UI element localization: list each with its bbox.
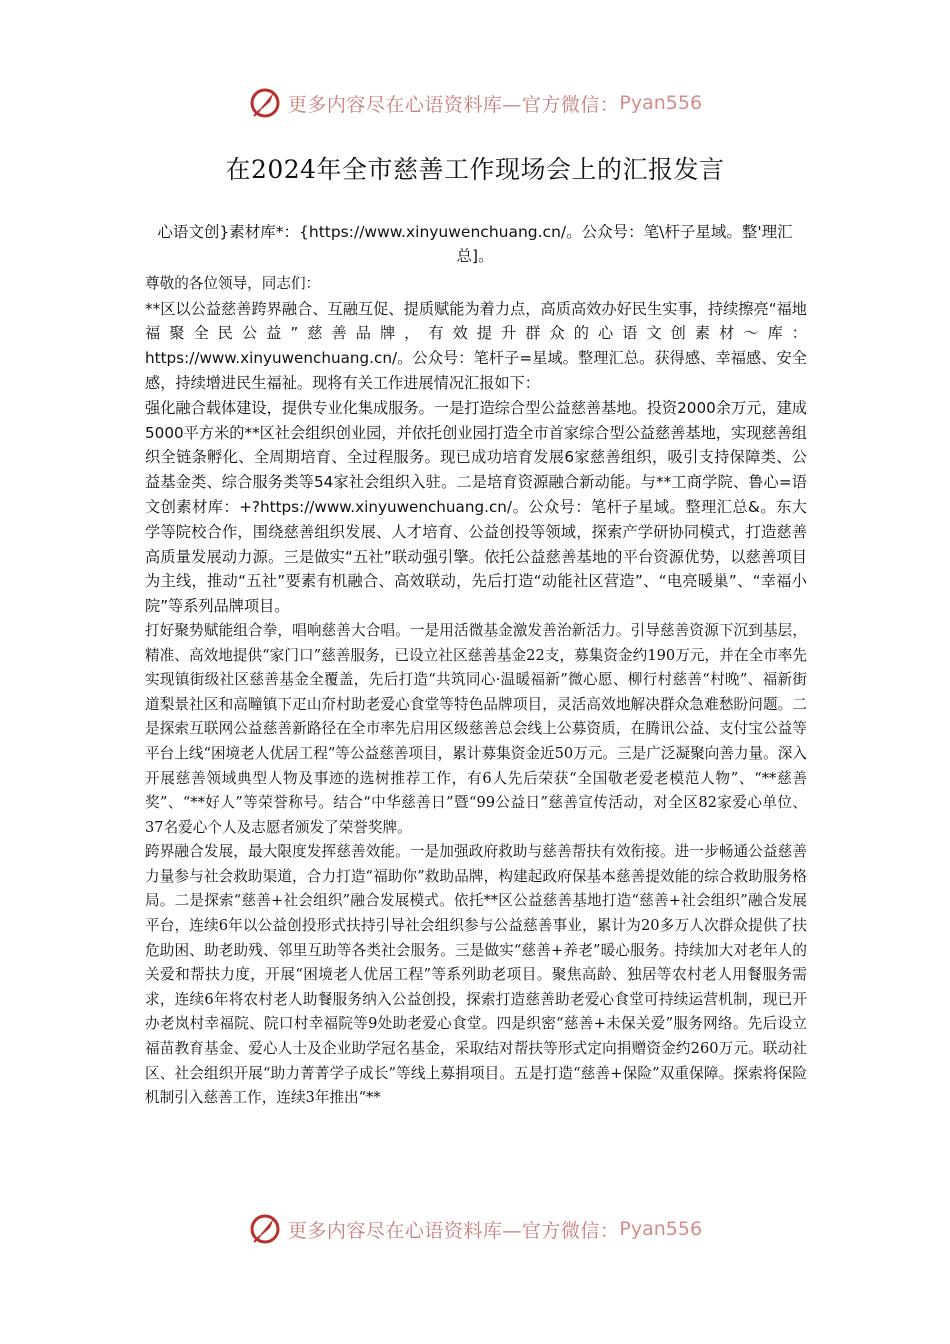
banner-wechat-id: Pyan556 [619,1218,703,1240]
section-2-paragraph: 打好聚势赋能组合拳，唱响慈善大合唱。一是用活微基金激发善治新活力。引导慈善资源下沉到基层，精准、高效地提供“家门口”慈善服务，已设立社区慈善基金22支，募集资金约190万元，并在全市率先实现镇街级社区慈善基金全覆盖，先后打造“共筑同心·温暖福新”微心愿、柳行村慈善“村晚”、福新街道梨景社区和高疃镇下疋山夼村助老爱心食堂等特色品牌项目，灵活高效地解决群众急难愁盼问题。二是探索互联网公益慈善新路径在全市率先启用区级慈善总会线上公募资质，在腾讯公益、支付宝公益等平台上线“困境老人优居工程”等公益慈善项目，累计募集资金近50万元。三是广泛凝聚向善力量。深入开展慈善领域典型人物及事迹的选树推荐工作，有6人先后荣获“全国敬老爱老模范人物”、“**慈善奖”、“**好人”等荣誉称号。结合“中华慈善日”暨“99公益日”慈善宣传活动，对全区82家爱心单位、37名爱心个人及志愿者颁发了荣誉奖牌。 [145,621,807,836]
watermark-banner-top [0,80,950,126]
watermark-banner-bottom [0,1206,950,1252]
document-title: 在2024年全市慈善工作现场会上的汇报发言 [225,155,725,184]
intro-paragraph: **区以公益慈善跨界融合、互融互促、提质赋能为着力点，高质高效办好民生实事，持续擦亮“福地福聚全民公益”慈善品牌，有效提升群众的心语文创素材～库：https://www.xinyuwenchuang.cn/。公众号：笔杆子=星域。整理汇总。获得感、幸福感、安全感，持续增进民生福祉。现将有关工作进展情况汇报如下： [145,299,807,392]
quill-pen-logo-icon [248,86,282,120]
document-body [145,272,807,1111]
greeting-paragraph: 尊敬的各位领导，同志们： [145,275,321,292]
section-3-paragraph: 跨界融合发展，最大限度发挥慈善效能。一是加强政府救助与慈善帮扶有效衔接。进一步畅通公益慈善力量参与社会救助渠道，合力打造“福助你”救助品牌，构建起政府保基本慈善提效能的综合救助服务格局。二是探索“慈善+社会组织”融合发展模式。依托**区公益慈善基地打造“慈善+社会组织”融合发展平台，连续6年以公益创投形式扶持引导社会组织参与公益慈善事业，累计为20多万人次群众提供了扶危助困、助老助残、邻里互助等各类社会服务。三是做实“慈善+养老”暖心服务。持续加大对老年人的关爱和帮扶力度，开展“困境老人优居工程”等系列助老项目。聚焦高龄、独居等农村老人用餐服务需求，连续6年将农村老人助餐服务纳入公益创投，探索打造慈善助老爱心食堂可持续运营机制，现已开办老岚村幸福院、院口村幸福院等9处助老爱心食堂。四是织密“慈善+未保关爱”服务网络。先后设立福苗教育基金、爱心人士及企业助学冠名基金，采取结对帮扶等形式定向捐赠资金约260万元。联动社区、社会组织开展“助力菁菁学子成长”等线上募捐项目。五是打造“慈善+保险”双重保障。探索将保险机制引入慈善工作，连续3年推出“** [145,843,807,1107]
banner-text: 更多内容尽在心语资料库—官方微信： [287,1219,620,1242]
source-line: 心语文创}素材库*：{https://www.xinyuwenchuang.cn/。公众号：笔\杆子星域。整'理汇总]。 [157,223,793,265]
section-1-paragraph: 强化融合载体建设，提供专业化集成服务。一是打造综合型公益慈善基地。投资2000余万元，建成5000平方米的**区社会组织创业园，并依托创业园打造全市首家综合型公益慈善基地，实现慈善组织全链条孵化、全周期培育、全过程服务。现已成功培育发展6家慈善组织，吸引支持保障类、公益基金类、综合服务类等54家社会组织入驻。二是培育资源融合新动能。与**工商学院、鲁心=语文创素材库：+?https://www.xinyuwenchuang.cn/。公众号：笔杆子星域。整理汇总&。东大学等院校合作，围绕慈善组织发展、人才培育、公益创投等领域，探索产学研协同模式，打造慈善高质量发展动力源。三是做实“五社”联动强引擎。依托公益慈善基地的平台资源优势，以慈善项目为主线，推动“五社”要素有机融合、高效联动，先后打造“动能社区营造”、“电亮暖巢”、“幸福小院”等系列品牌项目。 [145,398,807,616]
quill-pen-logo-icon [248,1212,282,1246]
banner-text: 更多内容尽在心语资料库—官方微信： [287,93,620,116]
banner-wechat-id: Pyan556 [619,92,703,114]
